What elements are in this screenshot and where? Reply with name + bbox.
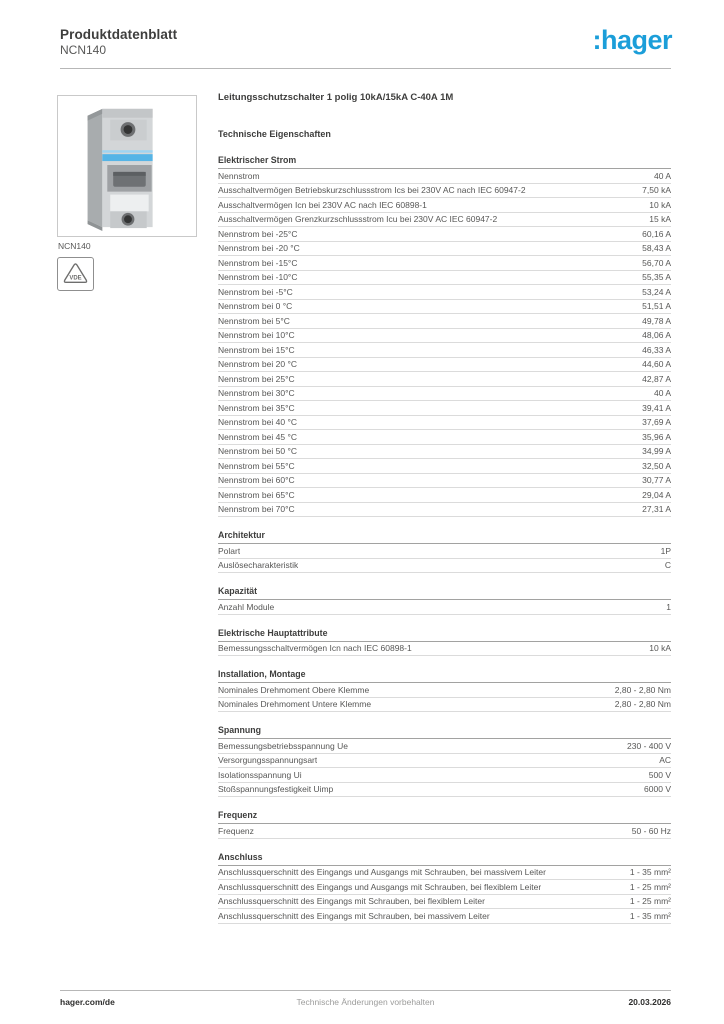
- page-title: Produktdatenblatt: [60, 27, 178, 42]
- row-value: 42,87 A: [642, 373, 671, 384]
- row-label: Nennstrom bei -20 °C: [218, 243, 300, 254]
- row-value: 48,06 A: [642, 330, 671, 341]
- row-label: Ausschaltvermögen Betriebskurzschlussstrom Ics bei 230V AC nach IEC 60947-2: [218, 185, 526, 196]
- row-value: 49,78 A: [642, 315, 671, 326]
- section-heading: Installation, Montage: [218, 666, 671, 683]
- table-row: [218, 544, 671, 559]
- row-value: 50 - 60 Hz: [631, 825, 671, 836]
- circuit-breaker-image: [58, 96, 196, 236]
- row-value: 7,50 kA: [642, 185, 671, 196]
- row-value: 55,35 A: [642, 272, 671, 283]
- table-row: [218, 213, 671, 228]
- spec-section: [218, 849, 671, 924]
- row-label: Nominales Drehmoment Obere Klemme: [218, 684, 370, 695]
- vde-certification-icon: [57, 257, 94, 291]
- table-row: [218, 642, 671, 657]
- row-value: 1: [666, 601, 671, 612]
- row-label: Nennstrom bei 50 °C: [218, 446, 297, 457]
- row-label: Versorgungsspannungsart: [218, 755, 318, 766]
- row-label: Bemessungsschaltvermögen Icn nach IEC 60898-1: [218, 643, 412, 654]
- row-value: 40 A: [653, 388, 671, 399]
- spec-section: [218, 666, 671, 712]
- row-label: Frequenz: [218, 825, 254, 836]
- section-heading: Spannung: [218, 722, 671, 739]
- row-label: Bemessungsbetriebsspannung Ue: [218, 740, 348, 751]
- table-row: [218, 227, 671, 242]
- row-value: 2,80 - 2,80 Nm: [614, 699, 671, 710]
- table-row: [218, 401, 671, 416]
- product-image-caption: NCN140: [58, 241, 91, 251]
- table-row: [218, 768, 671, 783]
- row-value: 1 - 35 mm²: [629, 910, 671, 921]
- row-value: 58,43 A: [642, 243, 671, 254]
- footer-divider: [60, 990, 671, 991]
- row-value: AC: [659, 755, 671, 766]
- product-reference: NCN140: [60, 43, 107, 57]
- row-label: Anzahl Module: [218, 601, 275, 612]
- table-row: [218, 909, 671, 924]
- row-label: Nennstrom bei 35°C: [218, 402, 295, 413]
- row-label: Auslösecharakteristik: [218, 560, 299, 571]
- row-label: Nennstrom bei 20 °C: [218, 359, 297, 370]
- row-label: Nennstrom bei 65°C: [218, 489, 295, 500]
- row-value: C: [664, 560, 671, 571]
- spec-section: [218, 807, 671, 839]
- table-row: [218, 783, 671, 798]
- row-value: 1 - 25 mm²: [629, 881, 671, 892]
- row-label: Nennstrom bei -25°C: [218, 228, 298, 239]
- row-label: Nennstrom bei -5°C: [218, 286, 293, 297]
- technical-data: [218, 92, 671, 924]
- row-value: 39,41 A: [642, 402, 671, 413]
- spec-sections: [218, 152, 671, 924]
- table-row: [218, 416, 671, 431]
- row-label: Nennstrom bei 25°C: [218, 373, 295, 384]
- product-description: Leitungsschutzschalter 1 polig 10kA/15kA C-40A 1M: [218, 92, 454, 103]
- row-label: Nennstrom bei 30°C: [218, 388, 295, 399]
- spec-section: [218, 527, 671, 573]
- table-row: [218, 184, 671, 199]
- row-value: 1 - 25 mm²: [629, 896, 671, 907]
- table-row: [218, 739, 671, 754]
- table-row: [218, 474, 671, 489]
- footer-website: hager.com/de: [60, 997, 115, 1007]
- table-row: [218, 895, 671, 910]
- row-label: Anschlussquerschnitt des Eingangs mit Schrauben, bei massivem Leiter: [218, 910, 490, 921]
- row-value: 37,69 A: [642, 417, 671, 428]
- section-heading: Elektrische Hauptattribute: [218, 625, 671, 642]
- table-row: [218, 169, 671, 184]
- section-heading: Frequenz: [218, 807, 671, 824]
- row-label: Nominales Drehmoment Untere Klemme: [218, 699, 372, 710]
- table-row: [218, 256, 671, 271]
- row-value: 46,33 A: [642, 344, 671, 355]
- table-row: [218, 358, 671, 373]
- row-value: 60,16 A: [642, 228, 671, 239]
- table-row: [218, 314, 671, 329]
- spec-section: [218, 722, 671, 797]
- row-label: Nennstrom bei 40 °C: [218, 417, 297, 428]
- row-label: Polart: [218, 545, 241, 556]
- row-value: 30,77 A: [642, 475, 671, 486]
- table-row: [218, 198, 671, 213]
- row-value: 6000 V: [644, 784, 671, 795]
- table-row: [218, 459, 671, 474]
- row-label: Isolationsspannung Ui: [218, 769, 302, 780]
- row-value: 44,60 A: [642, 359, 671, 370]
- table-row: [218, 503, 671, 518]
- table-row: [218, 600, 671, 615]
- row-value: 35,96 A: [642, 431, 671, 442]
- table-row: [218, 387, 671, 402]
- row-value: 500 V: [648, 769, 671, 780]
- table-row: [218, 880, 671, 895]
- table-row: [218, 866, 671, 881]
- table-row: [218, 824, 671, 839]
- row-value: 10 kA: [649, 643, 671, 654]
- row-label: Nennstrom bei 55°C: [218, 460, 295, 471]
- row-label: Nennstrom bei 0 °C: [218, 301, 293, 312]
- row-value: 1P: [660, 545, 671, 556]
- row-label: Anschlussquerschnitt des Eingangs und Ausgangs mit Schrauben, bei flexiblem Leiter: [218, 881, 542, 892]
- row-value: 15 kA: [649, 214, 671, 225]
- row-value: 10 kA: [649, 199, 671, 210]
- table-row: [218, 242, 671, 257]
- technical-properties-heading: Technische Eigenschaften: [218, 129, 331, 139]
- row-label: Nennstrom bei 5°C: [218, 315, 290, 326]
- hager-logo: :hager: [592, 25, 672, 55]
- row-label: Nennstrom bei 15°C: [218, 344, 295, 355]
- row-value: 32,50 A: [642, 460, 671, 471]
- table-row: [218, 300, 671, 315]
- table-row: [218, 271, 671, 286]
- table-row: [218, 329, 671, 344]
- row-value: 40 A: [653, 170, 671, 181]
- row-value: 53,24 A: [642, 286, 671, 297]
- table-row: [218, 445, 671, 460]
- product-image-frame: [57, 95, 197, 237]
- row-value: 51,51 A: [642, 301, 671, 312]
- spec-section: [218, 152, 671, 517]
- vde-label: VDE: [69, 275, 82, 282]
- row-label: Ausschaltvermögen Grenzkurzschlussstrom Icu bei 230V AC IEC 60947-2: [218, 214, 498, 225]
- table-row: [218, 343, 671, 358]
- row-label: Stoßspannungsfestigkeit Uimp: [218, 784, 334, 795]
- section-heading: Kapazität: [218, 583, 671, 600]
- row-label: Nennstrom bei -10°C: [218, 272, 298, 283]
- row-label: Anschlussquerschnitt des Eingangs und Ausgangs mit Schrauben, bei massivem Leiter: [218, 867, 546, 878]
- header-divider: [60, 68, 671, 69]
- spec-section: [218, 625, 671, 657]
- table-row: [218, 683, 671, 698]
- row-value: 27,31 A: [642, 504, 671, 515]
- footer-disclaimer: Technische Änderungen vorbehalten: [296, 997, 435, 1007]
- table-row: [218, 754, 671, 769]
- row-label: Nennstrom bei 60°C: [218, 475, 295, 486]
- row-label: Nennstrom bei 10°C: [218, 330, 295, 341]
- table-row: [218, 698, 671, 713]
- row-label: Ausschaltvermögen Icn bei 230V AC nach IEC 60898-1: [218, 199, 427, 210]
- row-label: Anschlussquerschnitt des Eingangs mit Schrauben, bei flexiblem Leiter: [218, 896, 485, 907]
- row-value: 56,70 A: [642, 257, 671, 268]
- spec-section: [218, 583, 671, 615]
- row-label: Nennstrom: [218, 170, 260, 181]
- vde-triangle-icon: [61, 261, 90, 287]
- section-heading: Architektur: [218, 527, 671, 544]
- row-value: 230 - 400 V: [627, 740, 671, 751]
- row-value: 1 - 35 mm²: [629, 867, 671, 878]
- table-row: [218, 488, 671, 503]
- row-label: Nennstrom bei 45 °C: [218, 431, 297, 442]
- row-value: 34,99 A: [642, 446, 671, 457]
- table-row: [218, 372, 671, 387]
- row-value: 29,04 A: [642, 489, 671, 500]
- table-row: [218, 430, 671, 445]
- row-value: 2,80 - 2,80 Nm: [614, 684, 671, 695]
- footer-date: 20.03.2026: [628, 997, 671, 1007]
- table-row: [218, 559, 671, 574]
- section-heading: Elektrischer Strom: [218, 152, 671, 169]
- row-label: Nennstrom bei -15°C: [218, 257, 298, 268]
- section-heading: Anschluss: [218, 849, 671, 866]
- table-row: [218, 285, 671, 300]
- row-label: Nennstrom bei 70°C: [218, 504, 295, 515]
